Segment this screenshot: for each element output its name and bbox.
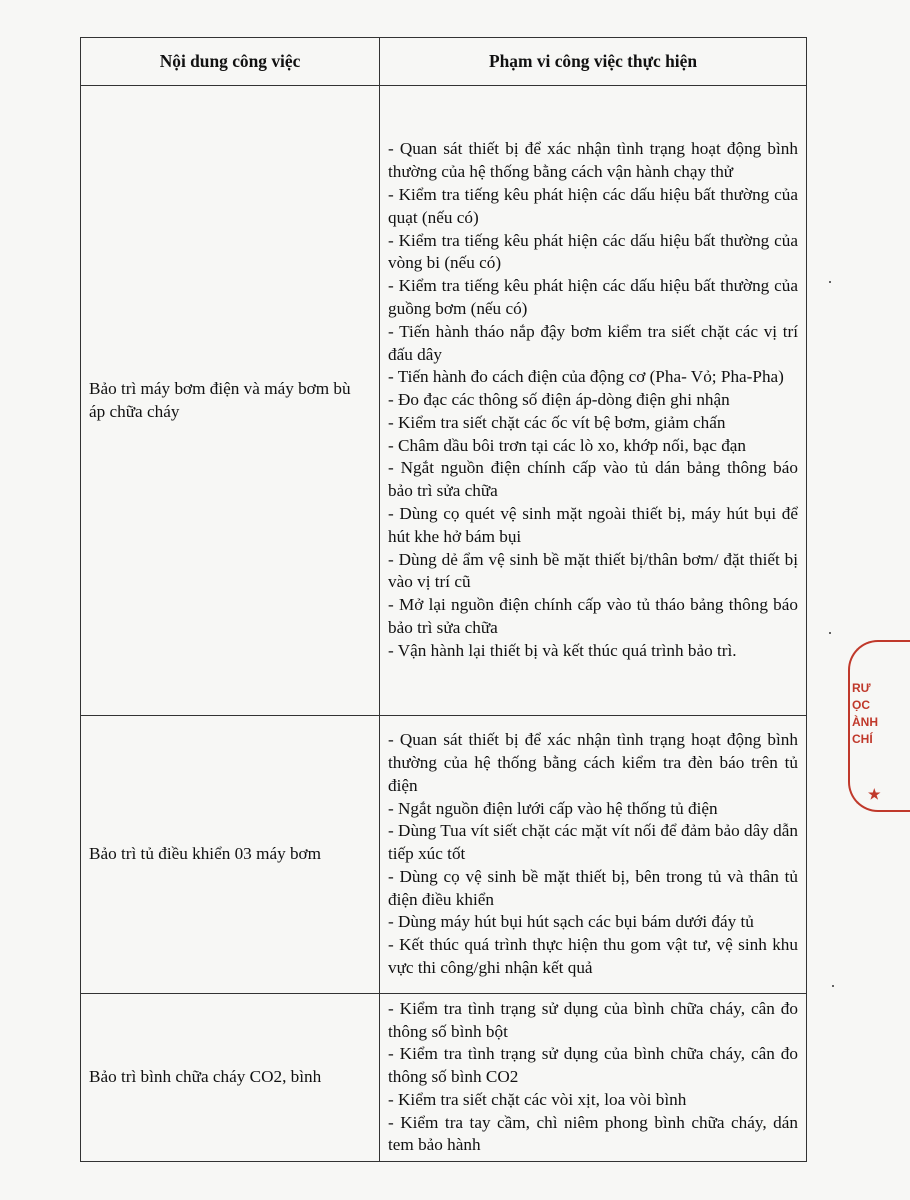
header-work-content: Nội dung công việc — [81, 38, 380, 86]
scope-item: - Kiểm tra tiếng kêu phát hiện các dấu hiệu bất thường của quạt (nếu có) — [388, 184, 798, 227]
table-header-row — [81, 38, 807, 86]
red-seal-stamp — [838, 640, 898, 810]
scope-item: - Kết thúc quá trình thực hiện thu gom vật tư, vệ sinh khu vực thi công/ghi nhận kết quả — [388, 935, 798, 978]
header-work-scope: Phạm vi công việc thực hiện — [380, 38, 807, 86]
scope-item: - Quan sát thiết bị để xác nhận tình trạng hoạt động bình thường của hệ thống bằng cách vận hành chạy thử — [388, 139, 798, 182]
row-scope-pump-maintenance — [380, 86, 807, 716]
seal-line: ÀNH — [852, 715, 878, 729]
scope-item: - Tiến hành tháo nắp đậy bơm kiểm tra siết chặt các vị trí đấu dây — [388, 321, 798, 364]
work-scope-table — [80, 37, 807, 1162]
scope-item: - Dùng Tua vít siết chặt các mặt vít nối để đảm bảo dây dẫn tiếp xúc tốt — [388, 821, 798, 864]
scope-item: - Dùng dẻ ẩm vệ sinh bề mặt thiết bị/thân bơm/ đặt thiết bị vào vị trí cũ — [388, 549, 798, 592]
scope-item: - Quan sát thiết bị để xác nhận tình trạng hoạt động bình thường của hệ thống bằng cách kiểm tra đèn báo trên tủ điện — [388, 730, 798, 795]
seal-line: ỌC — [852, 698, 870, 712]
scope-item: - Đo đạc các thông số điện áp-dòng điện ghi nhận — [388, 390, 730, 410]
scope-item: - Mở lại nguồn điện chính cấp vào tủ tháo bảng thông báo bảo trì sửa chữa — [388, 595, 798, 638]
speck-mark — [829, 281, 831, 283]
scope-item: - Kiểm tra tay cầm, chì niêm phong bình chữa cháy, dán tem bảo hành — [388, 1112, 798, 1155]
seal-text — [852, 680, 892, 748]
speck-mark — [832, 985, 834, 987]
row-content-control-cabinet: Bảo trì tủ điều khiển 03 máy bơm — [81, 716, 380, 994]
scope-item: - Kiểm tra tiếng kêu phát hiện các dấu hiệu bất thường của vòng bi (nếu có) — [388, 230, 798, 273]
seal-line: RƯ — [852, 681, 871, 695]
scope-item: - Kiểm tra tình trạng sử dụng của bình chữa cháy, cân đo thông số bình CO2 — [388, 1044, 798, 1087]
scope-item: - Vận hành lại thiết bị và kết thúc quá trình bảo trì. — [388, 640, 737, 660]
row-content-extinguisher: Bảo trì bình chữa cháy CO2, bình — [81, 994, 380, 1162]
scope-item: - Kiểm tra siết chặt các vòi xịt, loa vòi bình — [388, 1089, 687, 1109]
scope-item: - Châm dầu bôi trơn tại các lò xo, khớp nối, bạc đạn — [388, 435, 747, 455]
scope-item: - Dùng cọ quét vệ sinh mặt ngoài thiết bị, máy hút bụi để hút khe hở bám bụi — [388, 504, 798, 546]
scope-item: - Kiểm tra tình trạng sử dụng của bình chữa cháy, cân đo thông số bình bột — [388, 998, 798, 1041]
star-icon: ★ — [868, 786, 881, 802]
row-content-pump-maintenance: Bảo trì máy bơm điện và máy bơm bù áp chữa cháy — [81, 86, 380, 716]
speck-mark — [829, 632, 831, 634]
table-row — [81, 716, 807, 994]
scope-item: - Dùng cọ vệ sinh bề mặt thiết bị, bên trong tủ và thân tủ điện điều khiển — [388, 866, 798, 909]
scope-item: - Ngắt nguồn điện chính cấp vào tủ dán bảng thông báo bảo trì sửa chữa — [388, 458, 798, 501]
row-scope-control-cabinet — [380, 716, 807, 994]
seal-line: CHÍ — [852, 732, 873, 746]
scope-item: - Tiến hành đo cách điện của động cơ (Pha- Vỏ; Pha-Pha) — [388, 367, 784, 387]
scope-item: - Ngắt nguồn điện lưới cấp vào hệ thống tủ điện — [388, 798, 718, 818]
scope-item: - Kiểm tra tiếng kêu phát hiện các dấu hiệu bất thường của guồng bơm (nếu có) — [388, 276, 798, 318]
scope-item: - Dùng máy hút bụi hút sạch các bụi bám dưới đáy tủ — [388, 912, 754, 932]
table-row — [81, 994, 807, 1162]
table-row — [81, 86, 807, 716]
row-scope-extinguisher — [380, 994, 807, 1162]
scope-item: - Kiểm tra siết chặt các ốc vít bệ bơm, giảm chấn — [388, 412, 726, 432]
